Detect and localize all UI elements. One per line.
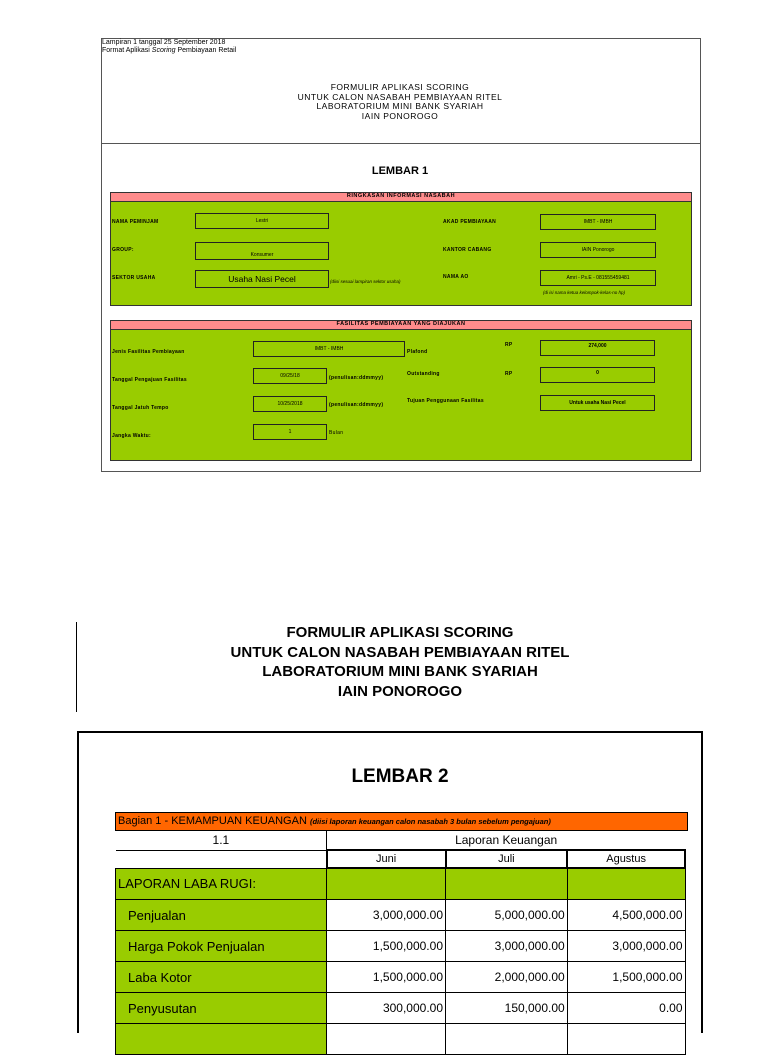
facility-header: FASILITAS PEMBIAYAAN YANG DIAJUKAN [110, 320, 692, 330]
bagian-header [115, 812, 688, 831]
cell-value[interactable] [327, 1024, 446, 1055]
lembar1-title [200, 83, 600, 121]
month-header: Juli [446, 850, 568, 868]
note-line-2 [102, 47, 236, 55]
laba-rugi-heading: LAPORAN LABA RUGI: [116, 868, 327, 900]
nama-peminjam-label: NAMA PEMINJAM [112, 219, 159, 225]
cell-value[interactable]: 1,500,000.00 [567, 962, 685, 993]
customer-info-header: RINGKASAN INFORMASI NASABAH [110, 192, 692, 202]
title-line: UNTUK CALON NASABAH PEMBIAYAAN RITEL [230, 643, 570, 661]
jangka-waktu-label: Jangka Waktu: [112, 433, 151, 439]
lembar1-sheet-label: LEMBAR 1 [371, 165, 429, 177]
tgl-jatuh-tempo-field[interactable]: 10/25/2018 [253, 396, 327, 412]
table-row [116, 962, 686, 993]
akad-field[interactable]: IMBT - IMBH [540, 214, 656, 230]
title-line: IAIN PONOROGO [337, 682, 463, 700]
bagian-title: Bagian 1 - KEMAMPUAN KEUANGAN [118, 815, 307, 827]
jenis-fasilitas-label: Jenis Fasilitas Pembiayaan [112, 349, 185, 355]
cell-value[interactable] [567, 1024, 685, 1055]
table-row [116, 931, 686, 962]
tujuan-field[interactable]: Untuk usaha Nasi Pecel [540, 395, 655, 411]
green-cell [446, 868, 568, 900]
nama-ao-label: NAMA AO [443, 274, 469, 280]
cell-value[interactable]: 3,000,000.00 [327, 900, 446, 931]
group-label: GROUP: [112, 247, 134, 253]
report-header: Laporan Keuangan [455, 832, 558, 847]
tgl-pengajuan-label: Tanggal Pengajuan Fasilitas [112, 377, 187, 383]
group-field[interactable]: Konsumer [195, 242, 329, 260]
note-line-1: Lampiran 1 tanggal 25 September 2018 [102, 39, 226, 46]
jangka-waktu-unit: Bulan [329, 430, 344, 436]
cell-value[interactable]: 5,000,000.00 [446, 900, 568, 931]
table-row [116, 1024, 686, 1055]
cell-value[interactable]: 3,000,000.00 [446, 931, 568, 962]
lembar1-header-divider [101, 143, 701, 144]
outstanding-currency: RP [505, 371, 513, 377]
cell-value[interactable]: 2,000,000.00 [446, 962, 568, 993]
note-prefix: Format Aplikasi [102, 47, 152, 54]
tgl-jatuh-tempo-note: (penulisan:ddmmyy) [329, 402, 384, 408]
plafond-field[interactable]: 274,000 [540, 340, 655, 356]
akad-label: AKAD PEMBIAYAAN [443, 219, 497, 225]
cell-value[interactable]: 0.00 [567, 993, 685, 1024]
row-label [116, 1024, 327, 1055]
month-header: Juni [327, 850, 446, 868]
jangka-waktu-field[interactable]: 1 [253, 424, 327, 440]
green-cell [567, 868, 685, 900]
lembar1-note [102, 39, 236, 55]
title-line: UNTUK CALON NASABAH PEMBIAYAAN RITEL [297, 91, 503, 102]
tgl-pengajuan-field[interactable]: 09/25/18 [253, 368, 327, 384]
nama-ao-note: (di isi nama ketua kelompok-kelas-no hp) [543, 290, 626, 295]
cell-value[interactable]: 150,000.00 [446, 993, 568, 1024]
cell-value[interactable]: 4,500,000.00 [567, 900, 685, 931]
plafond-currency: RP [505, 342, 513, 348]
cell-value[interactable]: 1,500,000.00 [327, 931, 446, 962]
title-line: LABORATORIUM MINI BANK SYARIAH [316, 101, 484, 111]
plafond-label: Plafond [407, 349, 428, 355]
left-margin-line [76, 622, 77, 712]
outstanding-label: Outstanding [407, 371, 440, 377]
tgl-pengajuan-note: (penulisan:ddmmyy) [329, 375, 384, 381]
lembar2-title [150, 623, 650, 701]
green-cell [327, 868, 446, 900]
row-label: Laba Kotor [116, 962, 327, 993]
nama-peminjam-field[interactable]: Lestri [195, 213, 329, 229]
tujuan-label: Tujuan Penggunaan Fasilitas [407, 398, 484, 404]
title-line: FORMULIR APLIKASI SCORING [330, 82, 470, 92]
title-line: FORMULIR APLIKASI SCORING [286, 624, 514, 641]
nama-ao-field[interactable]: Amri - Ps.E - 081555459481 [540, 270, 656, 286]
financial-table [115, 830, 686, 1055]
lembar2-sheet-label: LEMBAR 2 [351, 766, 449, 787]
cell-value[interactable]: 300,000.00 [327, 993, 446, 1024]
sektor-usaha-note: (diisi sesuai lampiran sektor usaha) [330, 279, 401, 284]
outstanding-field[interactable]: 0 [540, 367, 655, 383]
tgl-jatuh-tempo-label: Tanggal Jatuh Tempo [112, 405, 169, 411]
kantor-cabang-label: KANTOR CABANG [443, 247, 492, 253]
note-suffix: Pembiayaan Retail [175, 47, 237, 54]
row-label: Penjualan [116, 900, 327, 931]
jenis-fasilitas-field[interactable]: IMBT - IMBH [253, 341, 405, 357]
row-label: Harga Pokok Penjualan [116, 931, 327, 962]
kantor-cabang-field[interactable]: IAIN Ponorogo [540, 242, 656, 258]
note-italic: Scoring [151, 47, 176, 54]
sektor-usaha-field[interactable]: Usaha Nasi Pecel [195, 270, 329, 288]
cell-value[interactable]: 1,500,000.00 [327, 962, 446, 993]
sektor-usaha-label: SEKTOR USAHA [112, 275, 156, 281]
table-row [116, 900, 686, 931]
table-row [116, 993, 686, 1024]
section-number: 1.1 [116, 830, 327, 850]
title-line: LABORATORIUM MINI BANK SYARIAH [262, 663, 538, 680]
title-line: IAIN PONOROGO [361, 110, 439, 121]
bagian-note: (diisi laporan keuangan calon nasabah 3 bulan sebelum pengajuan) [309, 817, 551, 826]
cell-value[interactable] [446, 1024, 568, 1055]
month-header: Agustus [567, 850, 685, 868]
cell-value[interactable]: 3,000,000.00 [567, 931, 685, 962]
month-header-spacer [116, 850, 327, 868]
row-label: Penyusutan [116, 993, 327, 1024]
